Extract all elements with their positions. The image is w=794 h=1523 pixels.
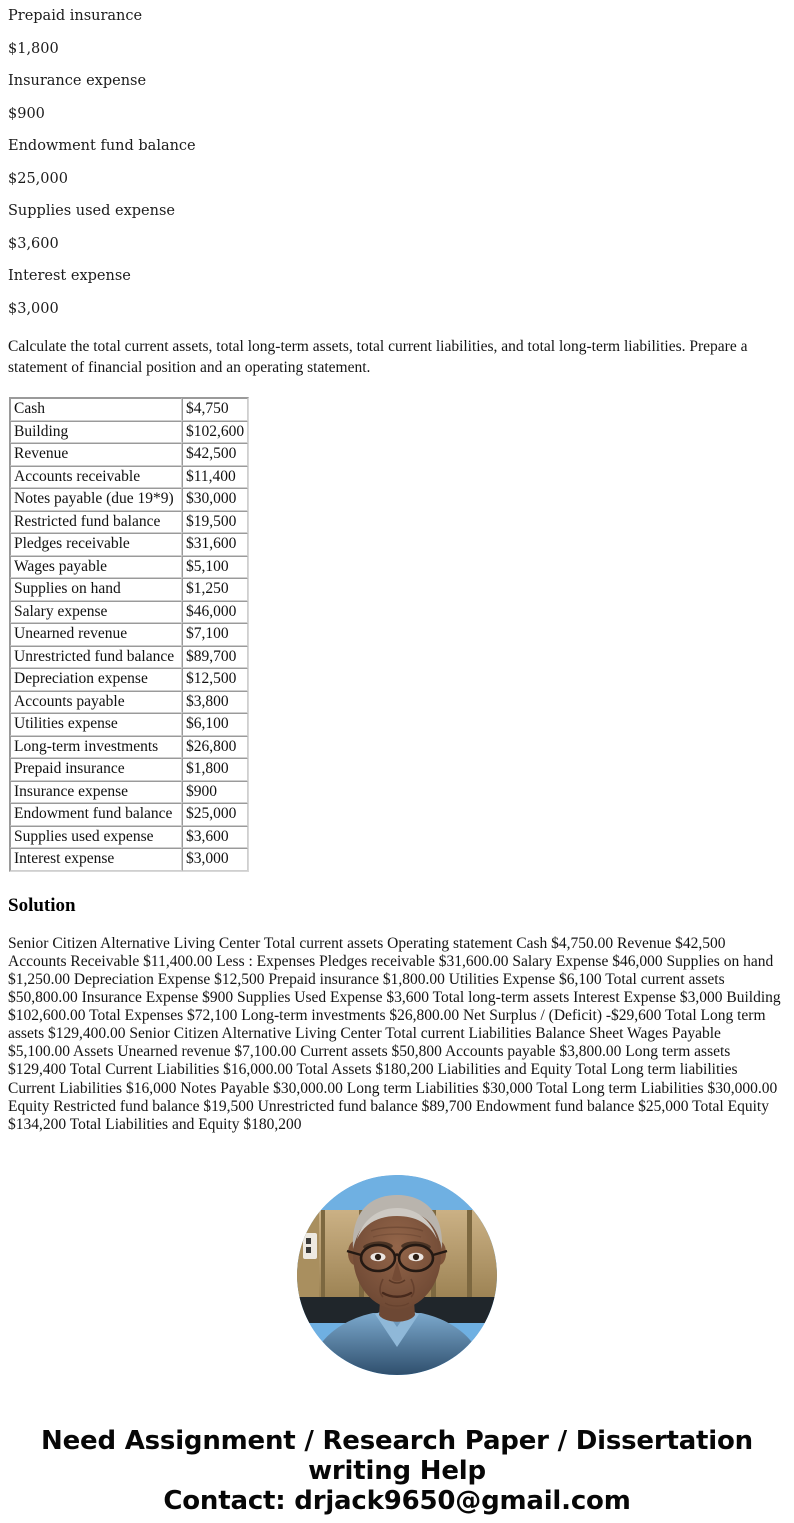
account-value-cell: $89,700 <box>182 646 248 669</box>
top-entry-item: $25,000 <box>8 170 68 187</box>
table-row <box>10 803 248 826</box>
avatar <box>297 1175 497 1375</box>
table-row <box>10 848 248 871</box>
account-value-cell: $26,800 <box>182 736 248 759</box>
account-label-cell: Notes payable (due 19*9) <box>10 488 182 511</box>
account-value-cell: $3,800 <box>182 691 248 714</box>
account-value-cell: $11,400 <box>182 466 248 489</box>
table-row <box>10 533 248 556</box>
account-value-cell: $102,600 <box>182 421 248 444</box>
account-value-cell: $1,800 <box>182 758 248 781</box>
account-label-cell: Depreciation expense <box>10 668 182 691</box>
table-row <box>10 668 248 691</box>
account-value-cell: $46,000 <box>182 601 248 624</box>
account-label-cell: Utilities expense <box>10 713 182 736</box>
table-row <box>10 646 248 669</box>
account-value-cell: $42,500 <box>182 443 248 466</box>
account-value-cell: $4,750 <box>182 398 248 421</box>
account-label-cell: Endowment fund balance <box>10 803 182 826</box>
table-row <box>10 758 248 781</box>
account-value-cell: $900 <box>182 781 248 804</box>
table-row <box>10 511 248 534</box>
avatar-block <box>0 1175 794 1375</box>
solution-body: Senior Citizen Alternative Living Center Total current assets Operating statement Cash $4,750.00 Revenue $42,500 Accounts Receivable $11,400.00 Less : Expenses Pledges receivable $31,600.00 Salary Expense $46,000 Supplies on hand $1,250.00 Depreciation Expense $12,500 Prepaid insurance $1,800.00 Utilities Expense $6,100 Total current assets $50,800.00 Insurance Expense $900 Supplies Used Expense $3,600 Total long-term assets Interest Expense $3,000 Building $102,600.00 Total Expenses $72,100 Long-term investments $26,800.00 Net Surplus / (Deficit) -$29,600 Total Long term assets $129,400.00 Senior Citizen Alternative Living Center Total current Liabilities Balance Sheet Wages Payable $5,100.00 Assets Unearned revenue $7,100.00 Current assets $50,800 Accounts payable $3,800.00 Long term assets $129,400 Total Current Liabilities $16,000.00 Total Assets $180,200 Liabilities and Equity Total Long term liabilities Current Liabilities $16,000 Notes Payable $30,000.00 Long term Liabilities $30,000 Total Long term Liabilities $30,000.00 Equity Restricted fund balance $19,500 Unrestricted fund balance $89,700 Endowment fund balance $25,000 Total Equity $134,200 Total Liabilities and Equity $180,200 <box>8 934 781 1133</box>
account-label-cell: Accounts payable <box>10 691 182 714</box>
table-row <box>10 578 248 601</box>
account-value-cell: $12,500 <box>182 668 248 691</box>
cta-line-1: Need Assignment / Research Paper / Dissertation <box>41 1425 753 1456</box>
trial-balance-table <box>9 397 249 872</box>
account-label-cell: Supplies used expense <box>10 826 182 849</box>
table-row <box>10 601 248 624</box>
trial-balance-table-wrapper <box>0 378 794 872</box>
account-label-cell: Interest expense <box>10 848 182 871</box>
account-label-cell: Pledges receivable <box>10 533 182 556</box>
account-label-cell: Salary expense <box>10 601 182 624</box>
account-label-cell: Cash <box>10 398 182 421</box>
top-entry-item: $1,800 <box>8 40 59 57</box>
table-row <box>10 466 248 489</box>
account-value-cell: $19,500 <box>182 511 248 534</box>
cta-contact-line: Contact: drjack9650@gmail.com <box>163 1486 631 1517</box>
instruction-paragraph: Calculate the total current assets, total long-term assets, total current liabilities, and total long-term liabilities. Prepare a statement of financial position and an operating statement. <box>8 338 748 376</box>
table-row <box>10 421 248 444</box>
account-value-cell: $6,100 <box>182 713 248 736</box>
account-label-cell: Building <box>10 421 182 444</box>
top-entry-item: Prepaid insurance <box>8 8 143 24</box>
account-label-cell: Insurance expense <box>10 781 182 804</box>
account-label-cell: Restricted fund balance <box>10 511 182 534</box>
solution-heading: Solution <box>8 894 76 916</box>
account-value-cell: $1,250 <box>182 578 248 601</box>
account-value-cell: $25,000 <box>182 803 248 826</box>
account-value-cell: $7,100 <box>182 623 248 646</box>
table-row <box>10 826 248 849</box>
table-row <box>10 623 248 646</box>
table-row <box>10 691 248 714</box>
table-row <box>10 713 248 736</box>
account-value-cell: $3,600 <box>182 826 248 849</box>
account-label-cell: Revenue <box>10 443 182 466</box>
table-row <box>10 398 248 421</box>
table-row <box>10 736 248 759</box>
account-label-cell: Supplies on hand <box>10 578 182 601</box>
top-entry-list <box>0 0 794 325</box>
account-label-cell: Unrestricted fund balance <box>10 646 182 669</box>
account-value-cell: $5,100 <box>182 556 248 579</box>
avatar-photo-illustration <box>297 1175 497 1375</box>
account-label-cell: Unearned revenue <box>10 623 182 646</box>
account-label-cell: Long-term investments <box>10 736 182 759</box>
cta-line-2: writing Help <box>308 1456 486 1487</box>
top-entry-item: $3,600 <box>8 235 59 252</box>
account-value-cell: $3,000 <box>182 848 248 871</box>
account-value-cell: $31,600 <box>182 533 248 556</box>
top-entry-item: $900 <box>8 105 45 122</box>
top-entry-item: Insurance expense <box>8 73 147 89</box>
table-row <box>10 781 248 804</box>
cta-block <box>0 1426 794 1516</box>
account-value-cell: $30,000 <box>182 488 248 511</box>
account-label-cell: Wages payable <box>10 556 182 579</box>
top-entry-item: Interest expense <box>8 268 131 284</box>
table-row <box>10 556 248 579</box>
top-entry-item: Endowment fund balance <box>8 138 196 154</box>
top-entry-item: Supplies used expense <box>8 203 175 219</box>
account-label-cell: Accounts receivable <box>10 466 182 489</box>
account-label-cell: Prepaid insurance <box>10 758 182 781</box>
top-entry-item: $3,000 <box>8 300 59 317</box>
trial-balance-table-body <box>10 398 248 871</box>
table-row <box>10 488 248 511</box>
table-row <box>10 443 248 466</box>
